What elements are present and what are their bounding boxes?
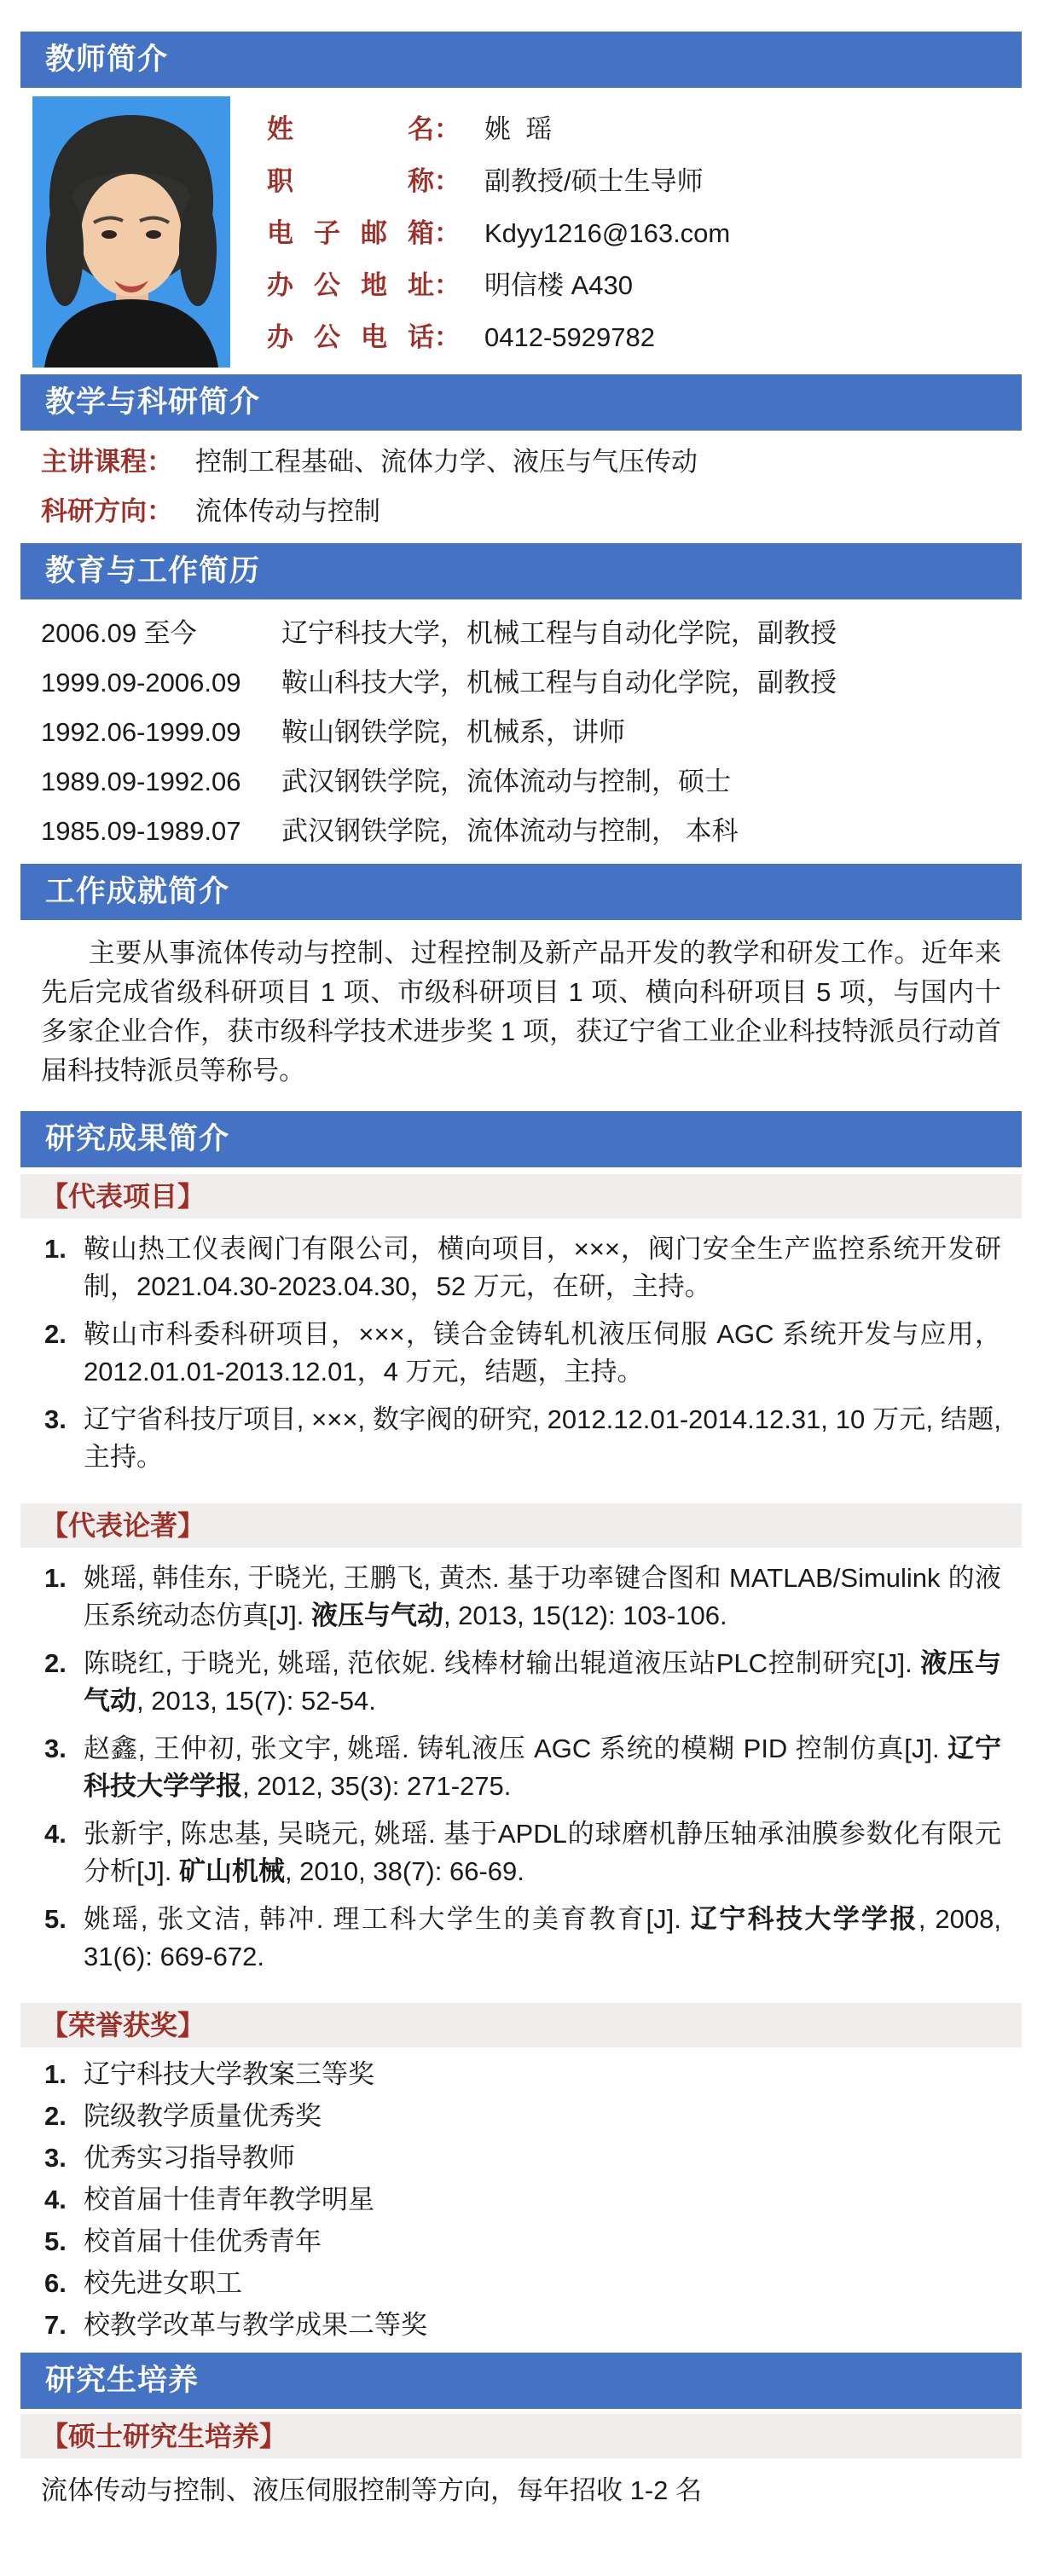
- edu-detail: 武汉钢铁学院，流体流动与控制，硕士: [281, 767, 731, 796]
- teaching-fields: [20, 444, 1022, 530]
- project-list: [20, 1230, 1022, 1476]
- courses-row: [41, 444, 1001, 480]
- edu-period: 1989.09-1992.06: [41, 767, 241, 796]
- banner-teaching-research-title: 教学与科研简介: [45, 385, 261, 419]
- banner-education-work: [20, 543, 1022, 599]
- education-row: [41, 715, 1001, 750]
- award-item: 校教学改革与教学成果二等奖: [84, 2310, 427, 2340]
- banner-work-achievements: [20, 864, 1022, 920]
- field-value: Kdyy1216@163.com: [484, 218, 731, 248]
- banner-work-achievements-title: 工作成就简介: [45, 875, 230, 908]
- publication-item: 张新宇, 陈忠基, 吴晓元, 姚瑶. 基于APDL的球磨机静压轴承油膜参数化有限元分析[J]. 矿山机械, 2010, 38(7): 66-69.: [84, 1819, 1001, 1886]
- banner-graduate-training-title: 研究生培养: [45, 2364, 200, 2397]
- profile-field-email: [267, 217, 1022, 250]
- edu-period: 1992.06-1999.09: [41, 717, 241, 747]
- profile-section: [20, 96, 1022, 368]
- field-label: 办 公 地 址 ：: [267, 270, 461, 300]
- publication-item: 陈晓红, 于晓光, 姚瑶, 范依妮. 线棒材输出辊道液压站PLC控制研究[J]. 液压与气动, 2013, 15(7): 52-54.: [84, 1648, 1002, 1716]
- edu-period: 1985.09-1989.07: [41, 816, 241, 846]
- profile-field-office: [267, 269, 1022, 302]
- banner-teaching-research: [20, 374, 1022, 431]
- project-item: 鞍山热工仪表阀门有限公司，横向项目，×××，阀门安全生产监控系统开发研制，2021.04.30-2023.04.30，52 万元，在研，主持。: [84, 1234, 1001, 1301]
- research-direction-row: [41, 494, 1001, 530]
- publication-item: 姚瑶, 韩佳东, 于晓光, 王鹏飞, 黄杰. 基于功率键合图和 MATLAB/Simulink 的液压系统动态仿真[J]. 液压与气动, 2013, 15(12): 103-106.: [84, 1563, 1001, 1630]
- edu-detail: 鞍山钢铁学院，机械系，讲师: [281, 717, 625, 747]
- field-label: 办 公 电 话 ：: [267, 322, 461, 352]
- project-item: 鞍山市科委科研项目，×××，镁合金铸轧机液压伺服 AGC 系统开发与应用，2012.01.01-2013.12.01，4 万元，结题，主持。: [84, 1319, 1001, 1386]
- subsection-heading-projects: 【代表项目】: [20, 1174, 1022, 1219]
- edu-detail: 鞍山科技大学，机械工程与自动化学院，副教授: [281, 668, 837, 698]
- banner-research-results-title: 研究成果简介: [45, 1122, 230, 1155]
- banner-graduate-training: [20, 2353, 1022, 2409]
- publication-item: 姚瑶, 张文洁, 韩冲. 理工科大学生的美育教育[J]. 辽宁科技大学学报, 2008, 31(6): 669-672.: [84, 1904, 1001, 1971]
- field-label: 电 子 邮 箱 ：: [267, 218, 461, 248]
- edu-detail: 辽宁科技大学，机械工程与自动化学院，副教授: [281, 618, 837, 648]
- research-direction-label: 科研方向：: [41, 496, 173, 526]
- banner-research-results: [20, 1111, 1022, 1167]
- subsection-heading-master-training: 【硕士研究生培养】: [20, 2414, 1022, 2458]
- profile-field-title: [267, 165, 1022, 198]
- edu-period: 2006.09 至今: [41, 618, 197, 648]
- education-history: [20, 617, 1022, 848]
- award-item: 校首届十佳青年教学明星: [84, 2185, 374, 2214]
- award-item: 校先进女职工: [84, 2268, 242, 2298]
- award-item: 优秀实习指导教师: [84, 2143, 295, 2173]
- courses-value: 控制工程基础、流体力学、液压与气压传动: [195, 447, 698, 477]
- field-value: 0412-5929782: [484, 322, 655, 352]
- award-list: [20, 2059, 1022, 2341]
- publication-item: 赵鑫, 王仲初, 张文宇, 姚瑶. 铸轧液压 AGC 系统的模糊 PID 控制仿真[J]. 辽宁科技大学学报, 2012, 35(3): 271-275.: [84, 1734, 1001, 1801]
- award-item: 校首届十佳优秀青年: [84, 2226, 322, 2256]
- banner-education-work-title: 教育与工作简历: [45, 554, 261, 588]
- edu-detail: 武汉钢铁学院，流体流动与控制， 本科: [281, 816, 739, 846]
- education-row: [41, 765, 1001, 799]
- profile-field-phone: [267, 321, 1022, 354]
- subsection-heading-awards: 【荣誉获奖】: [20, 2003, 1022, 2047]
- research-direction-value: 流体传动与控制: [195, 496, 380, 526]
- courses-label: 主讲课程：: [41, 447, 173, 477]
- field-value: 副教授/硕士生导师: [484, 166, 704, 196]
- banner-teacher-intro-title: 教师简介: [45, 43, 169, 76]
- achievements-paragraph: 主要从事流体传动与控制、过程控制及新产品开发的教学和研发工作。近年来先后完成省级科研项目 1 项、市级科研项目 1 项、横向科研项目 5 项，与国内十多家企业合作，获市级科学技术进步奖 1 项，获辽宁省工业企业科技特派员行动首届科技特派员等称号。: [41, 938, 1001, 1085]
- field-value: 姚 瑶: [484, 114, 553, 144]
- award-item: 辽宁科技大学教案三等奖: [84, 2059, 374, 2089]
- teacher-photo: [32, 96, 230, 368]
- graduate-note: 流体传动与控制、液压伺服控制等方向，每年招收 1-2 名: [41, 2475, 703, 2505]
- profile-field-name: [267, 113, 1022, 146]
- edu-period: 1999.09-2006.09: [41, 668, 241, 698]
- project-item: 辽宁省科技厅项目, ×××, 数字阀的研究, 2012.12.01-2014.12.31, 10 万元, 结题, 主持。: [84, 1404, 1001, 1472]
- field-label: 姓 名 ：: [267, 114, 461, 144]
- award-item: 院级教学质量优秀奖: [84, 2101, 322, 2131]
- field-value: 明信楼 A430: [484, 270, 634, 300]
- profile-fields: [230, 96, 1022, 368]
- portrait-illustration: [32, 96, 230, 368]
- banner-teacher-intro: [20, 32, 1022, 88]
- education-row: [41, 617, 1001, 651]
- education-row: [41, 666, 1001, 700]
- education-row: [41, 814, 1001, 848]
- subsection-heading-publications: 【代表论著】: [20, 1503, 1022, 1548]
- field-label: 职 称 ：: [267, 166, 461, 196]
- publication-list: [20, 1560, 1022, 1976]
